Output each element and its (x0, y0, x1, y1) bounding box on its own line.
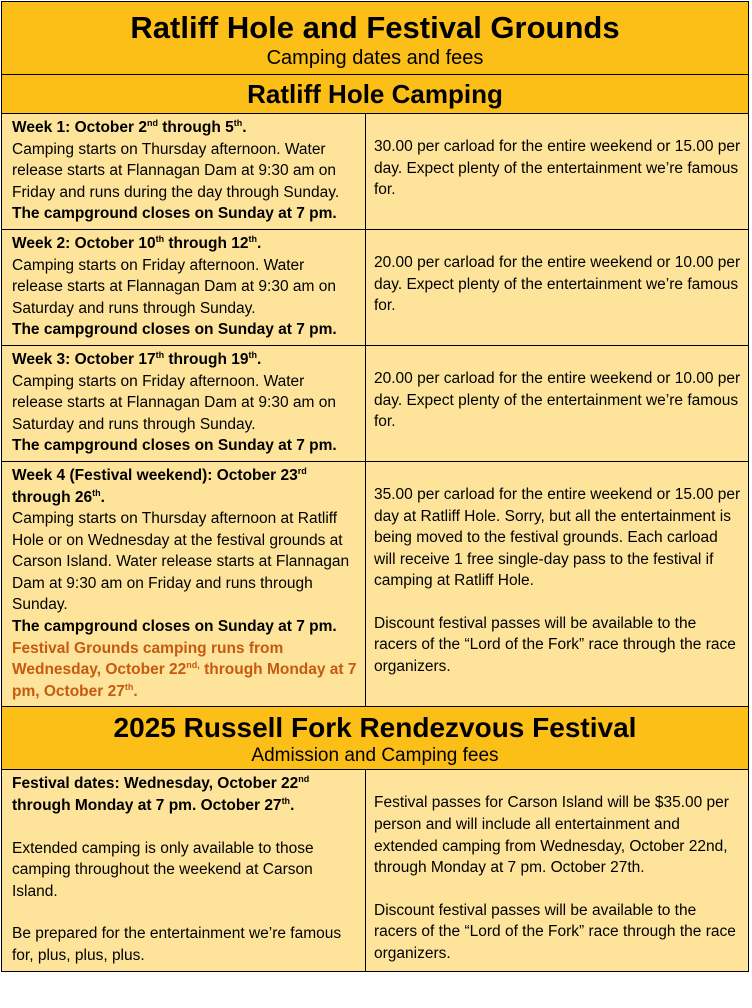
week-3-row (2, 346, 748, 462)
week-2-fee: 20.00 per carload for the entire weekend or 10.00 per day. Expect plenty of the entertainment we’re famous for. (374, 253, 741, 315)
prepared-note: Be prepared for the entertainment we’re famous for, plus, plus, plus. (12, 925, 342, 964)
week-2-closing: The campground closes on Sunday at 7 pm. (12, 321, 337, 339)
week-3-heading: Week 3: October 17th through 19th. (12, 349, 262, 368)
page-header (2, 2, 748, 75)
week-4-heading: Week 4 (Festival weekend): October 23rd through 26th. (12, 465, 307, 506)
week-1-info (2, 114, 366, 229)
week-4-closing: The campground closes on Sunday at 7 pm. (12, 618, 337, 636)
week-3-closing: The campground closes on Sunday at 7 pm. (12, 437, 337, 455)
camping-section-title: Ratliff Hole Camping (2, 75, 748, 114)
festival-fees (366, 770, 748, 970)
week-3-fee: 20.00 per carload for the entire weekend or 10.00 per day. Expect plenty of the entertainment we’re famous for. (374, 369, 741, 431)
page-subtitle: Camping dates and fees (266, 47, 484, 69)
festival-info (2, 770, 366, 970)
week-4-fee: 35.00 per carload for the entire weekend or 15.00 per day at Ratliff Hole. Sorry, but all the entertainment is being moved to the festival grounds. Each carload will receive 1 free single-day pass to the festival if camping at Ratliff Hole. (374, 485, 741, 590)
week-3-details: Camping starts on Friday afternoon. Water release starts at Flannagan Dam at 9:30 am on Saturday and runs through Sunday. (12, 372, 336, 433)
week-1-row (2, 114, 748, 230)
week-4-discount: Discount festival passes will be available to the racers of the “Lord of the Fork” race through the race organizers. (374, 614, 736, 676)
week-2-heading: Week 2: October 10th through 12th. (12, 233, 262, 252)
week-4-info (2, 462, 366, 707)
week-4-details: Camping starts on Thursday afternoon at Ratliff Hole or on Wednesday at the festival grounds at Carson Island. Water release starts at Flannagan Dam at 9:30 am on Friday and runs through Sunday. (12, 510, 350, 614)
festival-title: 2025 Russell Fork Rendezvous Festival (113, 712, 637, 744)
festival-subtitle: Admission and Camping fees (251, 745, 499, 767)
week-4-row (2, 462, 748, 708)
festival-grounds-camping-note: Festival Grounds camping runs from Wednesday, October $22^{nd,}$ through Monday at 7 pm, October 27th. (12, 639, 357, 700)
week-1-fee: 30.00 per carload for the entire weekend or 15.00 per day. Expect plenty of the entertainment we’re famous for. (374, 138, 741, 199)
week-1-details: Camping starts on Thursday afternoon. Water release starts at Flannagan Dam at 9:30 am on Friday and runs during the day through Sunday. (12, 140, 340, 201)
week-1-closing: The campground closes on Sunday at 7 pm. (12, 205, 337, 223)
week-1-heading: Week 1: October 2nd through 5th. (12, 118, 247, 136)
week-2-info (2, 230, 366, 345)
festival-passes: Festival passes for Carson Island will be $35.00 per person and will include all entertainment and extended camping from Wednesday, October 22nd, through Monday at 7 pm. October 27th. (374, 794, 729, 877)
week-2-row (2, 230, 748, 346)
extended-camping-note: Extended camping is only available to those camping throughout the weekend at Carson Island. (12, 839, 314, 900)
festival-row (2, 770, 748, 970)
page-title: Ratliff Hole and Festival Grounds (130, 10, 620, 45)
festival-discount: Discount festival passes will be available to the racers of the “Lord of the Fork” race through the race organizers. (374, 901, 736, 962)
document (1, 1, 749, 972)
week-2-details: Camping starts on Friday afternoon. Water release starts at Flannagan Dam at 9:30 am on Saturday and runs through Sunday. (12, 256, 336, 317)
week-3-info (2, 346, 366, 461)
week-4-fees (366, 462, 748, 707)
festival-dates: Festival dates: Wednesday, October 22nd through Monday at 7 pm. October 27th. (12, 774, 310, 815)
festival-header (2, 707, 748, 770)
